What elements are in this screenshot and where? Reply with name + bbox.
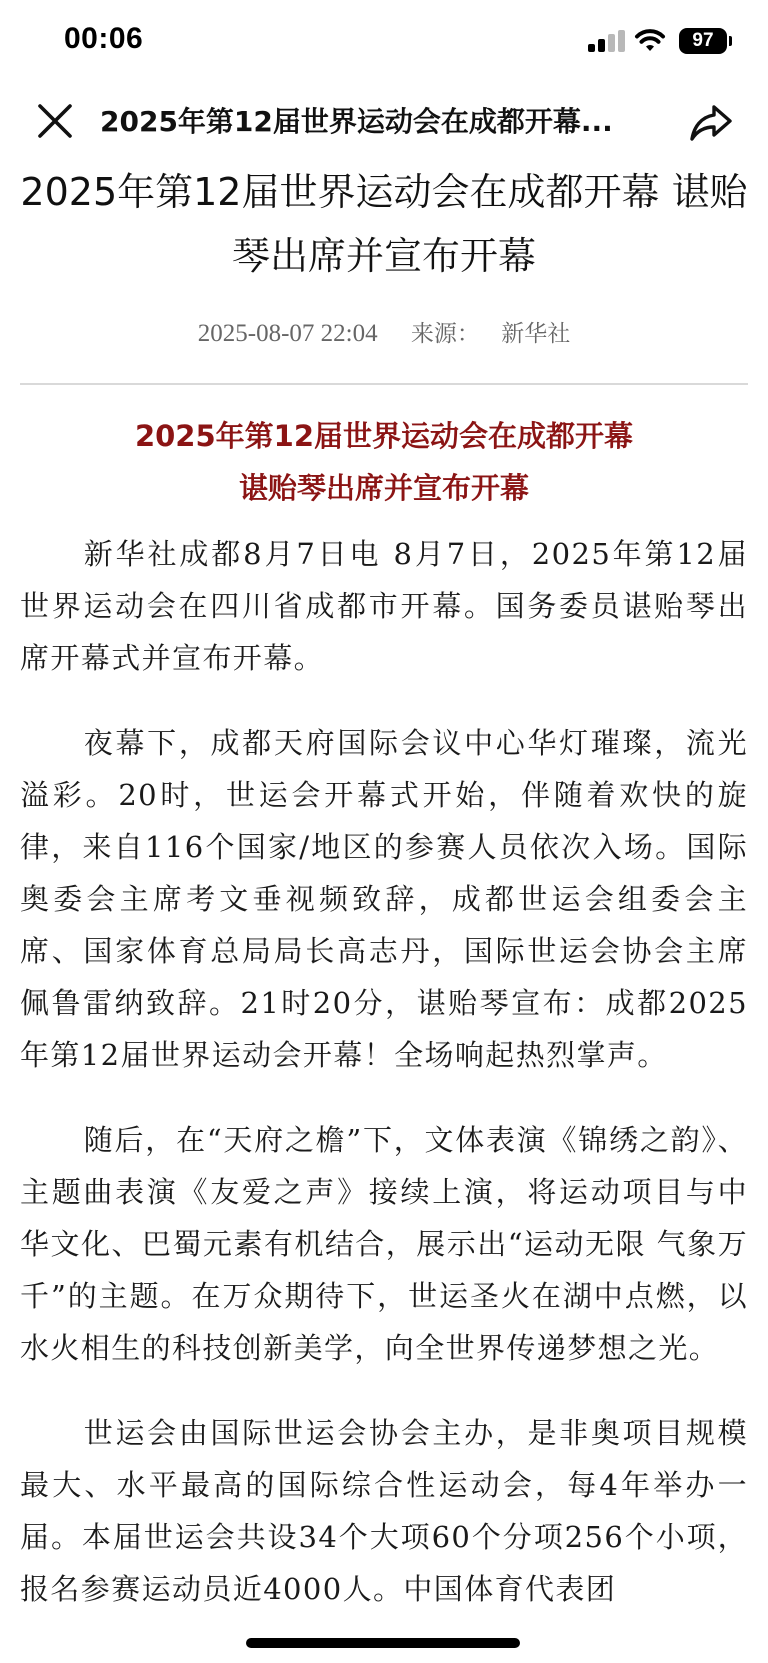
nav-bar — [0, 90, 768, 156]
wifi-icon — [634, 27, 666, 53]
article-body — [20, 528, 748, 1648]
cellular-signal-icon — [588, 30, 626, 52]
source-name: 新华社 — [501, 321, 571, 347]
headline-line: 谌贻琴出席并宣布开幕 — [238, 471, 529, 505]
status-time: 00:06 — [64, 22, 144, 55]
share-arrow-icon[interactable] — [688, 100, 734, 146]
headline-line: 2025年第12届世界运动会在成都开幕 — [134, 419, 634, 453]
paragraph: 新华社成都8月7日电 8月7日，2025年第12届世界运动会在四川省成都市开幕。国务委员谌贻琴出席开幕式并宣布开幕。 — [20, 537, 748, 675]
close-icon[interactable] — [34, 100, 78, 144]
article-title: 2025年第12届世界运动会在成都开幕 谌贻琴出席并宣布开幕 — [20, 170, 748, 278]
source-label: 来源： — [410, 321, 480, 347]
publish-date: 2025-08-07 22:04 — [197, 320, 378, 347]
battery-tip — [729, 36, 732, 46]
battery-icon: 97 — [679, 28, 727, 54]
home-indicator[interactable] — [246, 1638, 520, 1648]
paragraph: 夜幕下，成都天府国际会议中心华灯璀璨，流光溢彩。20时，世运会开幕式开始，伴随着欢快的旋律，来自116个国家/地区的参赛人员依次入场。国际奥委会主席考文垂视频致辞，成都世运会组委会主席、国家体育总局局长高志丹，国际世运会协会主席佩鲁雷纳致辞。21时20分，谌贻琴宣布：成都2025年第12届世界运动会开幕！全场响起热烈掌声。 — [20, 726, 748, 1072]
paragraph: 世运会由国际世运会协会主办，是非奥项目规模最大、水平最高的国际综合性运动会，每4年举办一届。本届世运会共设34个大项60个分项256个小项，报名参赛运动员近4000人。中国体育代表团 — [20, 1416, 748, 1606]
paragraph: 随后，在“天府之檐”下，文体表演《锦绣之韵》、主题曲表演《友爱之声》接续上演，将运动项目与中华文化、巴蜀元素有机结合，展示出“运动无限 气象万千”的主题。在万众期待下，世运圣火在湖中点燃，以水火相生的科技创新美学，向全世界传递梦想之光。 — [20, 1123, 748, 1365]
nav-title: 2025年第12届世界运动会在成都开幕... — [100, 105, 613, 138]
divider — [20, 383, 748, 385]
article-headline — [20, 410, 748, 514]
status-bar — [0, 0, 768, 84]
article-meta — [0, 318, 768, 350]
